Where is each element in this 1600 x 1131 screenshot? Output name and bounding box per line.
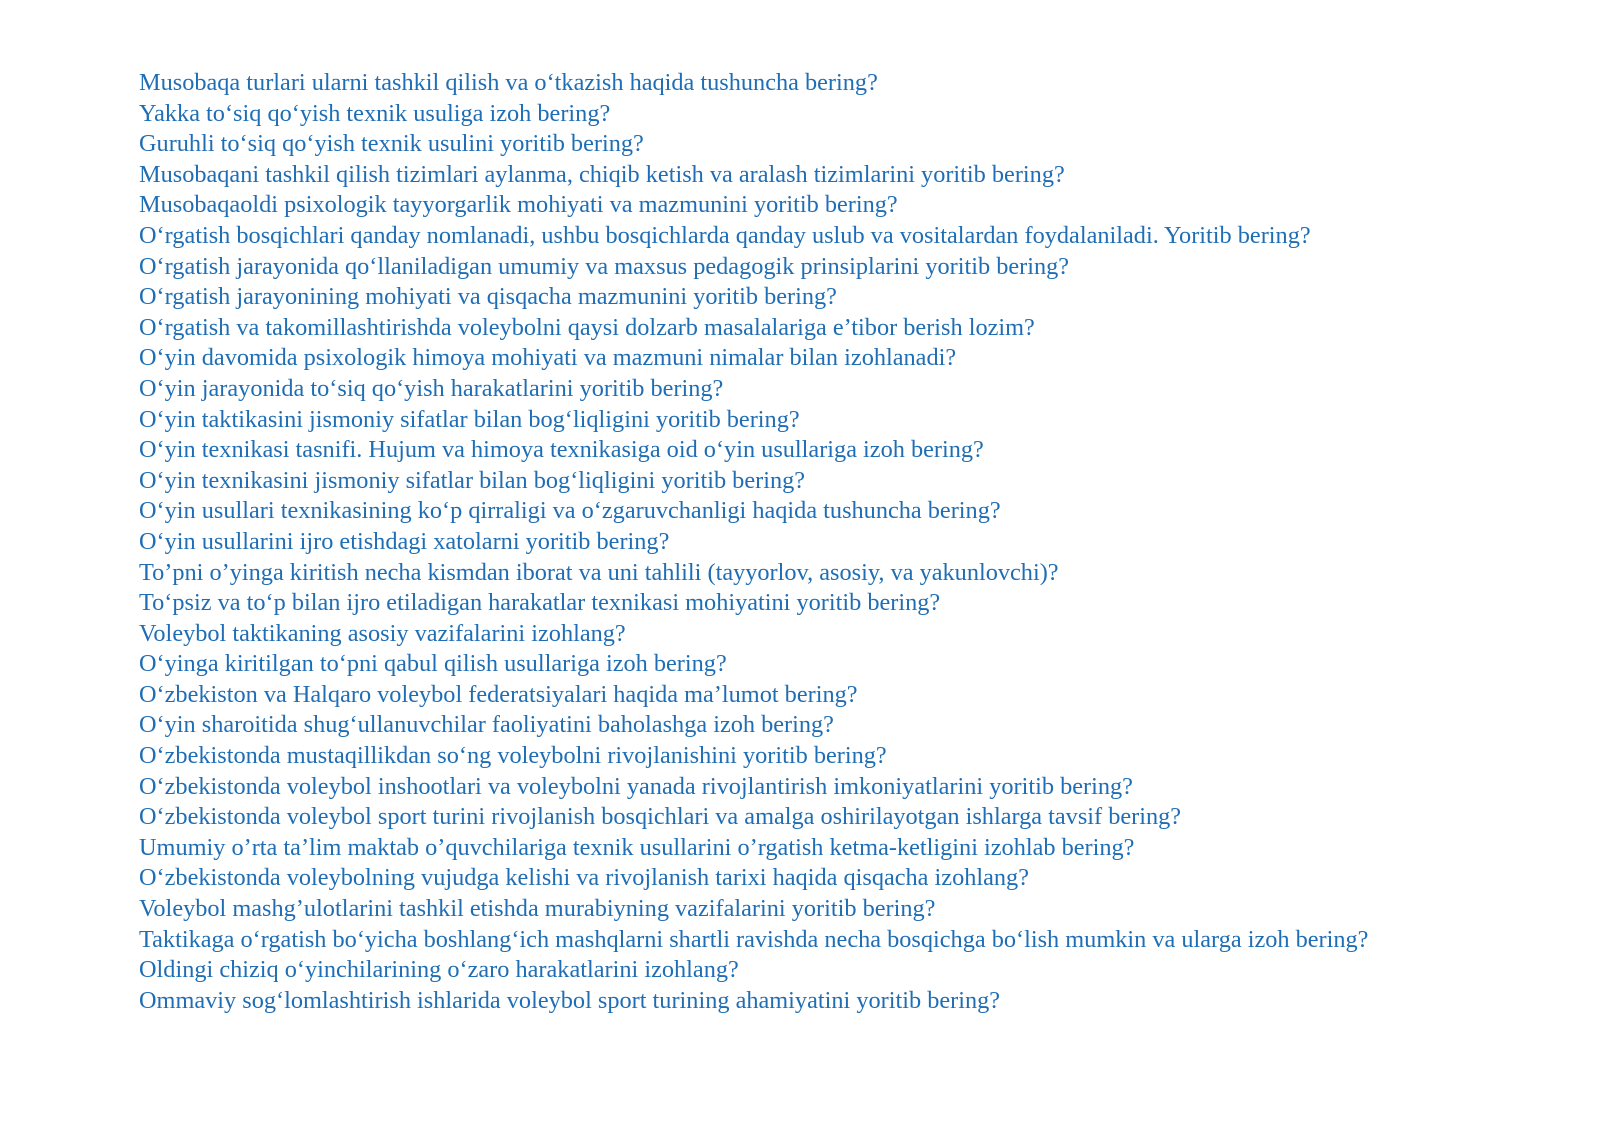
question-item: O‘zbekiston va Halqaro voleybol federatsiyalari haqida ma’lumot bering? [139,680,858,708]
question-item: O‘zbekistonda voleybol sport turini rivojlanish bosqichlari va amalga oshirilayotgan ishlarga tavsif bering? [139,803,1182,831]
question-item: Musobaqaoldi psixologik tayyorgarlik mohiyati va mazmunini yoritib bering? [139,191,898,219]
question-item: O‘zbekistonda voleybolning vujudga kelishi va rivojlanish tarixi haqida qisqacha izohlang? [139,864,1029,892]
question-item: O‘rgatish jarayonida qo‘llaniladigan umumiy va maxsus pedagogik prinsiplarini yoritib bering? [139,252,1070,280]
question-item: O‘yin texnikasi tasnifi. Hujum va himoya texnikasiga oid o‘yin usullariga izoh bering? [139,436,984,464]
question-item: O‘rgatish jarayonining mohiyati va qisqacha mazmunini yoritib bering? [139,283,837,311]
question-item: Guruhli to‘siq qo‘yish texnik usulini yoritib bering? [139,130,644,158]
question-item: O‘zbekistonda voleybol inshootlari va voleybolni yanada rivojlantirish imkoniyatlarini yoritib bering? [139,772,1133,800]
question-item: Musobaqa turlari ularni tashkil qilish va o‘tkazish haqida tushuncha bering? [139,69,878,96]
question-item: Umumiy o’rta ta’lim maktab o’quvchilariga texnik usullarini o’rgatish ketma-ketligini izohlab bering? [139,833,1135,861]
question-item: O‘yin texnikasini jismoniy sifatlar bilan bog‘liqligini yoritib bering? [139,466,806,494]
question-item: Yakka to‘siq qo‘yish texnik usuliga izoh bering? [139,99,611,127]
question-item: Ommaviy sog‘lomlashtirish ishlarida voleybol sport turining ahamiyatini yoritib bering? [139,986,1001,1014]
question-item: O‘yin davomida psixologik himoya mohiyati va mazmuni nimalar bilan izohlanadi? [139,344,957,372]
question-item: To’pni o’yinga kiritish necha kismdan iborat va uni tahlili (tayyorlov, asosiy, va yakunlovchi)? [139,558,1059,586]
question-item: O‘yinga kiritilgan to‘pni qabul qilish usullariga izoh bering? [139,650,727,678]
question-item: O‘rgatish bosqichlari qanday nomlanadi, ushbu bosqichlarda qanday uslub va vositalardan foydalaniladi. Yoritib bering? [139,221,1311,249]
question-item: Taktikaga o‘rgatish bo‘yicha boshlang‘ich mashqlarni shartli ravishda necha bosqichga bo‘lish mumkin va ularga izoh bering? [139,925,1369,953]
question-item: Voleybol taktikaning asosiy vazifalarini izohlang? [139,619,626,647]
question-item: O‘yin sharoitida shug‘ullanuvchilar faoliyatini baholashga izoh bering? [139,711,834,739]
question-item: Oldingi chiziq o‘yinchilarining o‘zaro harakatlarini izohlang? [139,956,739,984]
question-item: O‘yin usullarini ijro etishdagi xatolarni yoritib bering? [139,527,670,555]
question-item: Voleybol mashg’ulotlarini tashkil etishda murabiyning vazifalarini yoritib bering? [139,895,936,923]
question-item: O‘yin taktikasini jismoniy sifatlar bilan bog‘liqligini yoritib bering? [139,405,800,433]
question-item: O‘yin jarayonida to‘siq qo‘yish harakatlarini yoritib bering? [139,374,724,402]
question-item: Musobaqani tashkil qilish tizimlari aylanma, chiqib ketish va aralash tizimlarini yoritib bering? [139,160,1065,188]
question-item: To‘psiz va to‘p bilan ijro etiladigan harakatlar texnikasi mohiyatini yoritib bering? [139,589,941,617]
question-item: O‘yin usullari texnikasining ko‘p qirraligi va o‘zgaruvchanligi haqida tushuncha bering? [139,497,1001,525]
question-item: O‘zbekistonda mustaqillikdan so‘ng voleybolni rivojlanishini yoritib bering? [139,742,887,770]
question-list [139,68,1460,1016]
question-item: O‘rgatish va takomillashtirishda voleybolni qaysi dolzarb masalalariga e’tibor berish lozim? [139,313,1035,341]
